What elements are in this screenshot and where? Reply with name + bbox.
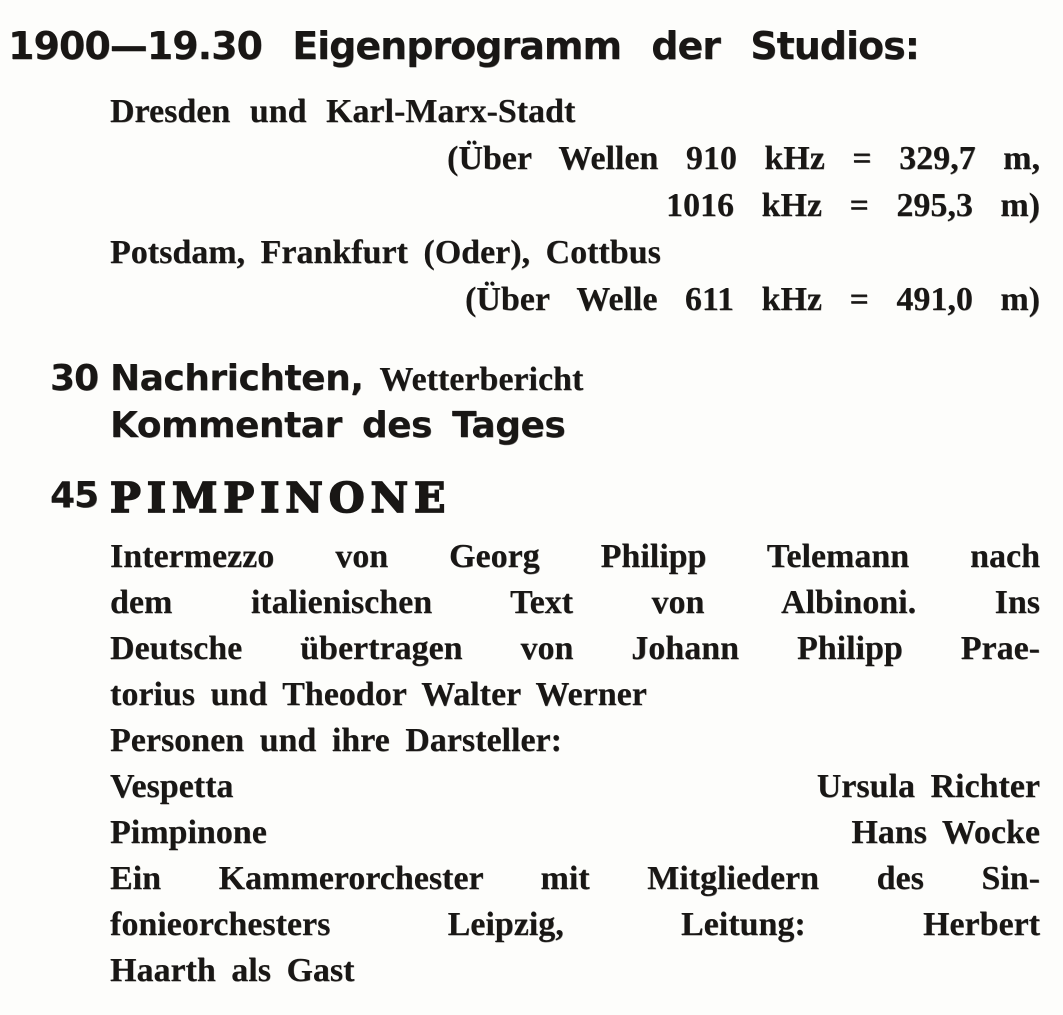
cast-heading: Personen und ihre Darsteller:	[110, 722, 562, 759]
slot-1900-header	[8, 24, 1063, 68]
station-line: Dresden und Karl-Marx-Stadt	[110, 93, 576, 130]
opera-title: PIMPINONE	[110, 474, 452, 522]
program-slot-1900	[8, 24, 1063, 323]
program-slot-1945	[8, 473, 1063, 994]
description-line: dem italienischen Text von Albinoni. Ins	[110, 584, 1040, 621]
orchestra-line: fonieorchesters Leipzig, Leitung: Herbert	[110, 906, 1040, 943]
slot-1945-body	[110, 473, 1040, 994]
station-line: Potsdam, Frankfurt (Oder), Cottbus	[110, 234, 661, 271]
cast-role: Vespetta	[110, 768, 234, 805]
cast-row	[110, 764, 1040, 810]
orchestra-line: Ein Kammerorchester mit Mitgliedern des Sin-	[110, 860, 1040, 897]
frequency-line: (Über Wellen 910 kHz = 329,7 m,	[447, 140, 1040, 177]
description-line: Deutsche übertragen von Johann Philipp Prae-	[110, 630, 1040, 667]
frequency-line: (Über Welle 611 kHz = 491,0 m)	[464, 281, 1040, 318]
slot-1930-title-line	[110, 356, 1040, 403]
slot-1930-commentary-line: Kommentar des Tages	[110, 405, 566, 446]
cast-row	[110, 810, 1040, 856]
program-slot-1930	[8, 356, 1063, 449]
cast-performer: Ursula Richter	[816, 768, 1040, 805]
description-line: Intermezzo von Georg Philipp Telemann nach	[110, 538, 1040, 575]
description-line: torius und Theodor Walter Werner	[110, 676, 647, 713]
cast-performer: Hans Wocke	[851, 814, 1040, 851]
slot-1900-title: Eigenprogramm der Studios:	[292, 24, 919, 68]
cast-role: Pimpinone	[110, 814, 267, 851]
slot-1930-title-bold: Nachrichten,	[110, 358, 364, 399]
orchestra-line: Haarth als Gast	[110, 952, 355, 989]
frequency-line: 1016 kHz = 295,3 m)	[666, 187, 1040, 224]
slot-1930-body	[110, 356, 1040, 449]
slot-1930-title-regular: Wetterbericht	[379, 361, 584, 398]
slot-1900-time: 1900—19.30	[8, 24, 262, 68]
slot-1945-time: 45	[50, 475, 99, 516]
slot-1900-body	[110, 88, 1040, 323]
slot-1930-time: 30	[50, 358, 99, 399]
